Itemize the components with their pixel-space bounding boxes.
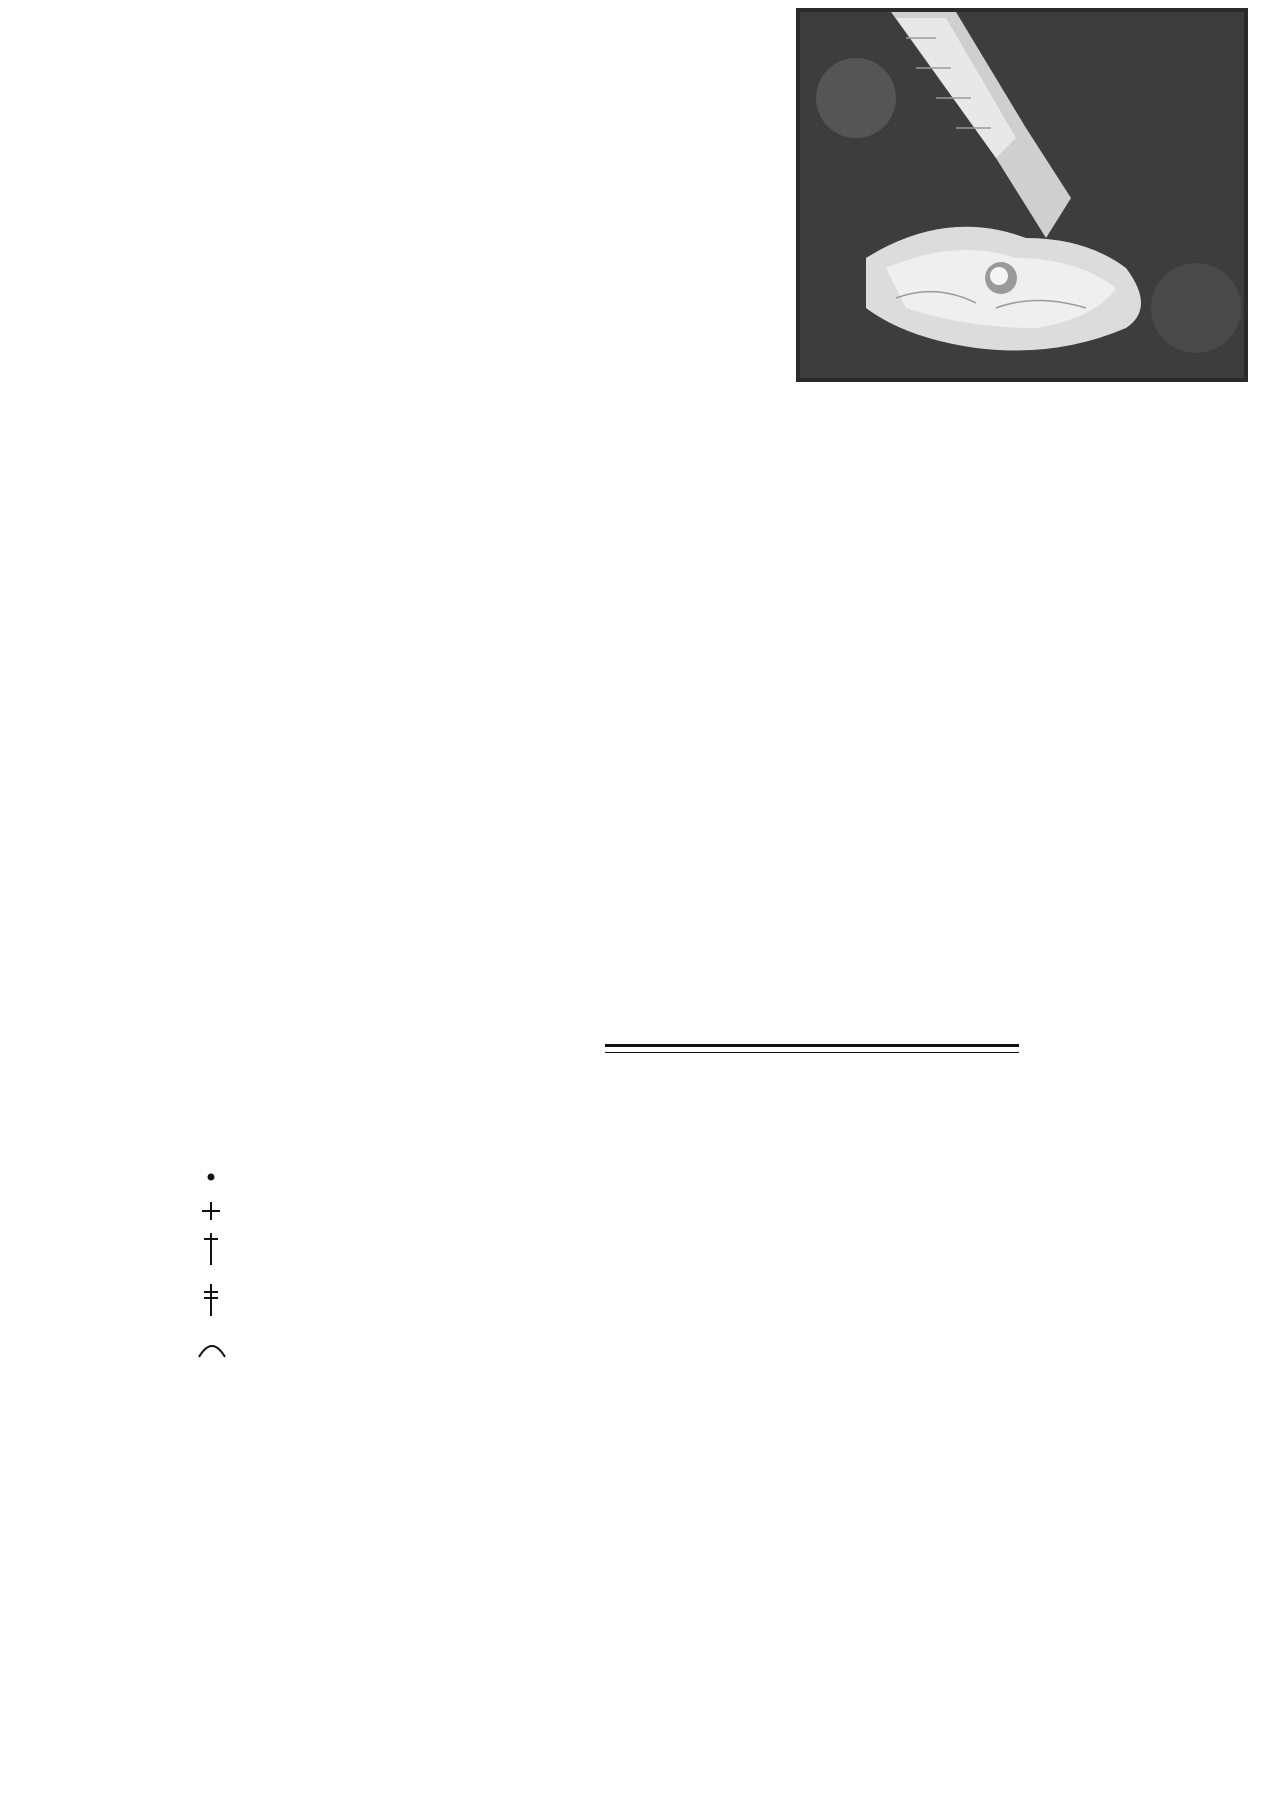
chain-arch-icon — [196, 1333, 228, 1363]
double-crochet-icon — [196, 1231, 226, 1267]
collar-photo — [796, 8, 1248, 382]
single-crochet-icon — [196, 1196, 226, 1226]
imprint-block — [600, 1068, 1024, 1078]
treble-crochet-icon — [196, 1282, 226, 1318]
neighbour-page-fragment — [1168, 950, 1285, 1290]
main-chart — [100, 600, 1150, 1070]
imprint-divider — [605, 1044, 1019, 1053]
edge-chart — [130, 420, 1150, 560]
dot-icon — [196, 1162, 226, 1192]
